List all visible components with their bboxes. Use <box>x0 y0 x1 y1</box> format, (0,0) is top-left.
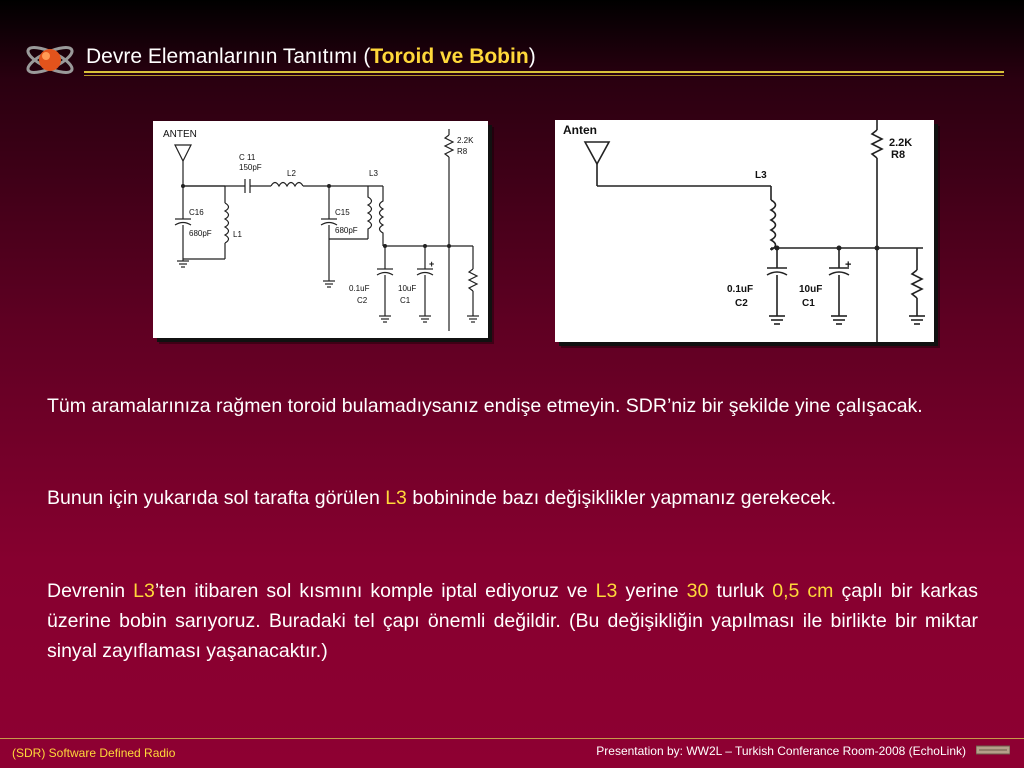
footer-right-text: Presentation by: WW2L – Turkish Conferance Room-2008 (EchoLink) <box>596 744 966 758</box>
footer-left-text: (SDR) Software Defined Radio <box>12 746 176 760</box>
title-underline <box>84 71 1004 73</box>
highlight-diameter: 0,5 cm <box>772 580 834 602</box>
schematic-left-drawing <box>153 121 488 338</box>
label-l2: L2 <box>287 169 296 178</box>
paragraph-1: Tüm aramalarınıza rağmen toroid bulamadıysanız endişe etmeyin. SDR’niz bir şekilde yine çalışacak. <box>47 395 923 417</box>
paragraph-3: Devrenin L3’ten itibaren sol kısmını komple iptal ediyoruz ve L3 yerine 30 turluk 0,5 cm çaplı bir karkas üzerine bobin sarıyoruz. Buradaki tel çapı önemli değildir. (Bu değişikliğin yapılması ile birlikte bir miktar sinyal zayıflaması yaşanacaktır.) <box>47 580 978 662</box>
highlight-l3: L3 <box>595 580 618 602</box>
footer-divider <box>0 738 1024 739</box>
label-c1-plus: + <box>429 259 435 269</box>
schematic-right <box>555 120 934 342</box>
label-c16: C16 <box>189 208 204 217</box>
label-r8: R8 <box>457 147 468 156</box>
orbit-logo-icon <box>24 40 76 80</box>
highlight-l3: L3 <box>385 487 407 509</box>
label-c1-value-right: 10uF <box>799 284 823 295</box>
label-c2: C2 <box>357 296 368 305</box>
label-c11: C 11 <box>239 153 256 162</box>
title-underline-secondary <box>84 75 1004 76</box>
label-c15-value: 680pF <box>335 226 358 235</box>
label-c1-plus-right: + <box>845 259 852 271</box>
paragraph-2: Bunun için yukarıda sol tarafta görülen L3 bobininde bazı değişiklikler yapmanız gerekecek. <box>47 487 837 509</box>
label-c2-right: C2 <box>735 298 748 309</box>
highlight-turns: 30 <box>686 580 709 602</box>
label-antenna-right: Anten <box>563 123 597 137</box>
label-c1: C1 <box>400 296 411 305</box>
label-c11-value: 150pF <box>239 163 262 172</box>
schematic-left <box>153 121 488 338</box>
label-r8-value-right: 2.2K <box>889 137 913 149</box>
label-c15: C15 <box>335 208 350 217</box>
label-c2-value: 0.1uF <box>349 284 370 293</box>
label-l3-right: L3 <box>755 170 767 181</box>
label-c16-value: 680pF <box>189 229 212 238</box>
label-antenna: ANTEN <box>163 129 197 140</box>
schematic-right-drawing <box>555 120 934 342</box>
label-l3: L3 <box>369 169 378 178</box>
label-r8-right: R8 <box>891 149 906 161</box>
slide-title: Devre Elemanlarının Tanıtımı (Toroid ve Bobin) <box>86 45 536 68</box>
label-r8-value: 2.2K <box>457 136 474 145</box>
label-c1-right: C1 <box>802 298 815 309</box>
label-l1: L1 <box>233 230 242 239</box>
highlight-l3: L3 <box>133 580 155 602</box>
label-c1-value: 10uF <box>398 284 417 293</box>
label-c2-value-right: 0.1uF <box>727 284 754 295</box>
footer-logo-icon <box>976 745 1010 755</box>
title-bar <box>0 0 1024 90</box>
